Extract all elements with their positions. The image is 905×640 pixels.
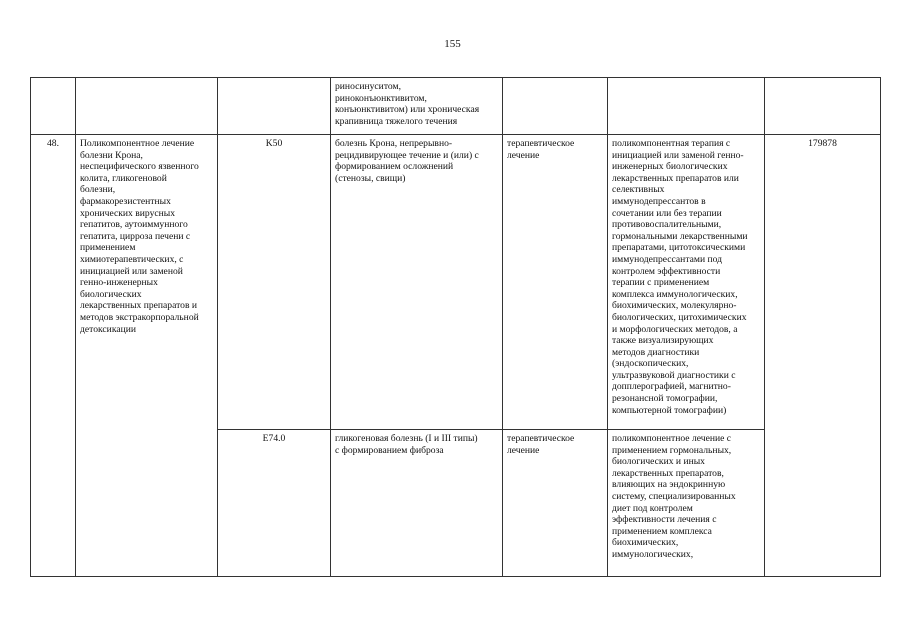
cell-number [31,78,76,135]
cell-patient-model: риносинуситом, риноконъюнктивитом, конъюнктивитом) или хроническая крапивница тяжелого течения [331,78,503,135]
cell-method: поликомпонентное лечение с применением гормональных, биологических и иных лекарственных препаратов, влияющих на эндокринную систему, специализированных диет под контролем эффективности лечения с применением комплекса биохимических, иммунологических, [608,430,765,577]
cell-method [608,78,765,135]
cell-name [76,78,218,135]
services-table [30,77,881,577]
cell-code: K50 [218,135,331,430]
cell-patient-model: болезнь Крона, непрерывно- рецидивирующее течение и (или) с формированием осложнений (стенозы, свищи) [331,135,503,430]
page-number: 155 [444,38,461,50]
table-row-continuation [31,78,881,135]
cell-treatment-type: терапевтическое лечение [503,430,608,577]
table-row-item-48-k50 [31,135,881,430]
cell-method: поликомпонентная терапия с инициацией или заменой генно- инженерных биологических лекарственных препаратов или селективных иммунодепрессантов в сочетании или без терапии противовоспалительными, гормональными лекарственными препаратами, цитотоксическими иммунодепрессантами под контролем эффективности терапии с применением комплекса иммунологических, биохимических, молекулярно- биологических, цитохимических и морфологических методов, а также визуализирующих методов диагностики (эндоскопических, ультразвуковой диагностики с допплерографией, магнитно- резонансной томографии, компьютерной томографии) [608,135,765,430]
cell-code: E74.0 [218,430,331,577]
cell-number: 48. [31,135,76,577]
cell-code [218,78,331,135]
cell-treatment-type [503,78,608,135]
cell-price: 179878 [765,135,881,577]
cell-name: Поликомпонентное лечение болезни Крона, неспецифического язвенного колита, гликогеновой болезни, фармакорезистентных хронических вирусных гепатитов, аутоиммунного гепатита, цирроза печени с применением химиотерапевтических, с инициацией или заменой генно-инженерных биологических лекарственных препаратов и методов экстракорпоральной детоксикации [76,135,218,577]
cell-price [765,78,881,135]
cell-patient-model: гликогеновая болезнь (I и III типы) с формированием фиброза [331,430,503,577]
cell-treatment-type: терапевтическое лечение [503,135,608,430]
